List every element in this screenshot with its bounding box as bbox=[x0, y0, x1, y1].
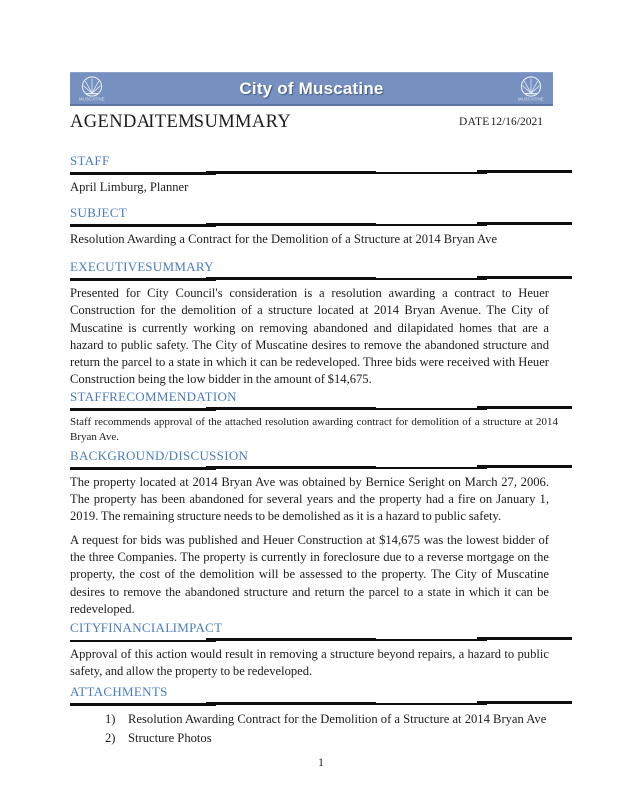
section-heading-background-discussion: BACKGROUND/DISCUSSION bbox=[70, 447, 249, 463]
section-heading-executive-summary: EXECUTIVE SUMMARY bbox=[70, 259, 214, 274]
executive-summary-text: Presented for City Council's consideration is a resolution awarding a contract to Heuer Construction for the demolition of a structure located at 2014 Bryan Avenue. The City of Muscatine is currently working on removing abandoned and dilapidated homes that are a hazard to public safety. The City of Muscatine desires to remove the abandoned structure and return the parcel to a state in which it can be redeveloped. Three bids were received with Heuer Construction being the low bidder in the amount of $14,675. bbox=[70, 286, 549, 387]
section-rule bbox=[70, 222, 572, 227]
section-rule bbox=[70, 276, 572, 281]
subject-text: Resolution Awarding a Contract for the Demolition of a Structure at 2014 Bryan Ave bbox=[70, 232, 498, 246]
city-financial-impact-text: Approval of this action would result in removing a structure beyond repairs, a hazard to public safety, and allow the property to be redeveloped. bbox=[70, 647, 549, 679]
section-rule bbox=[70, 701, 572, 706]
section-heading-subject: SUBJECT bbox=[70, 205, 128, 220]
attachment-number: 2) bbox=[105, 730, 116, 745]
attachment-item bbox=[105, 710, 572, 729]
staff-recommendation-text: Staff recommends approval of the attached resolution awarding contract for demolition of a structure at 2014 Bryan Ave. bbox=[70, 415, 558, 444]
date-line bbox=[459, 114, 553, 130]
section-background-discussion bbox=[70, 448, 572, 618]
background-paragraph-2: A request for bids was published and Heuer Construction at $14,675 was the lowest bidder of the three Companies. The property is currently in foreclosure due to a reverse mortgage on the property, the cost of the demolition will be assessed to the property. The City of Muscatine desires to remove the abandoned structure and return the parcel to a state in which it can be redeveloped. bbox=[70, 532, 549, 616]
section-staff-recommendation bbox=[70, 389, 572, 446]
background-paragraph-1: The property located at 2014 Bryan Ave was obtained by Bernice Seright on March 27, 2006. The property has been abandoned for several years and the property had a fire on January 1, 2019. The remaining structure needs to be demolished as it is a hazard to public safety. bbox=[70, 474, 549, 524]
city-banner bbox=[70, 72, 553, 106]
section-subject bbox=[70, 205, 572, 248]
attachment-number: 1) bbox=[105, 711, 116, 726]
section-rule bbox=[70, 637, 572, 642]
section-heading-staff: STAFF bbox=[70, 153, 110, 168]
page-number: 1 bbox=[318, 756, 324, 769]
svg-text:MUSCATINE: MUSCATINE bbox=[518, 95, 544, 101]
attachment-item bbox=[105, 729, 572, 748]
section-rule bbox=[70, 465, 572, 470]
attachments-list bbox=[105, 710, 572, 748]
date-label: DATE bbox=[459, 116, 490, 128]
banner-title: City of Muscatine bbox=[239, 78, 384, 98]
section-heading-attachments: ATTACHMENTS bbox=[70, 683, 168, 699]
muscatine-seal-icon bbox=[514, 74, 548, 104]
section-heading-staff-recommendation: STAFF RECOMMENDATION bbox=[70, 388, 237, 404]
section-executive-summary bbox=[70, 259, 572, 389]
muscatine-seal-icon bbox=[75, 74, 109, 104]
attachment-text: Structure Photos bbox=[128, 730, 212, 745]
document-header-row bbox=[70, 111, 553, 135]
section-staff bbox=[70, 153, 572, 196]
section-attachments bbox=[70, 684, 572, 748]
staff-name: April Limburg, Planner bbox=[70, 180, 189, 194]
section-city-financial-impact bbox=[70, 620, 572, 681]
date-value: 12/16/2021 bbox=[490, 116, 543, 128]
section-rule bbox=[70, 170, 572, 175]
attachment-text: Resolution Awarding Contract for the Demolition of a Structure at 2014 Bryan Ave bbox=[128, 711, 547, 726]
page-title: AGENDA ITEM SUMMARY bbox=[70, 112, 292, 132]
section-heading-city-financial-impact: CITY FINANCIAL IMPACT bbox=[70, 620, 223, 636]
svg-text:MUSCATINE: MUSCATINE bbox=[79, 95, 105, 101]
section-rule bbox=[70, 406, 572, 411]
